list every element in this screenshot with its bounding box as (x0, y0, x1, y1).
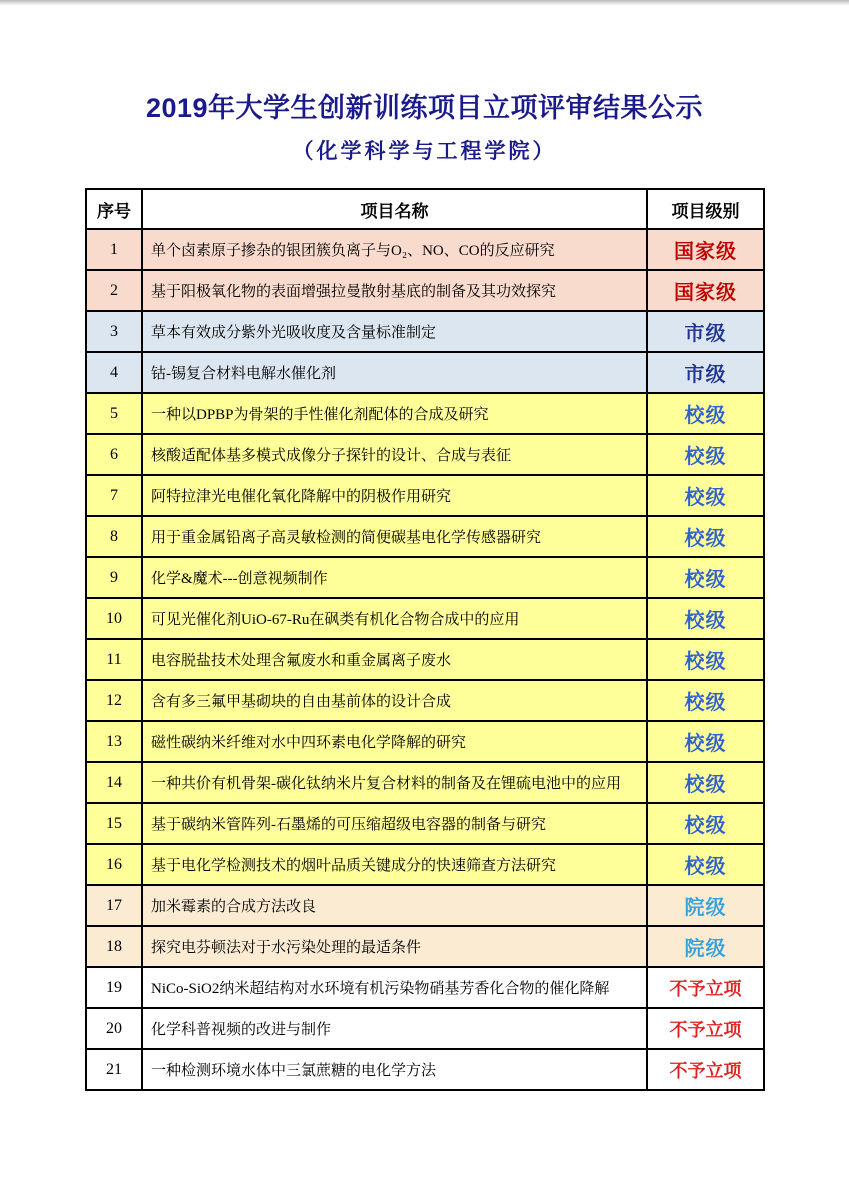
project-level-badge: 院级 (647, 926, 764, 967)
project-level-badge: 不予立项 (647, 1049, 764, 1090)
table-row (86, 516, 764, 557)
project-name: 用于重金属铅离子高灵敏检测的简便碳基电化学传感器研究 (142, 516, 647, 557)
row-index: 4 (86, 352, 142, 393)
table-row (86, 844, 764, 885)
project-name: 电容脱盐技术处理含氟废水和重金属离子废水 (142, 639, 647, 680)
project-level-badge: 校级 (647, 844, 764, 885)
table-row (86, 270, 764, 311)
page-title: 2019年大学生创新训练项目立项评审结果公示 (145, 93, 704, 123)
table-row (86, 803, 764, 844)
row-index: 7 (86, 475, 142, 516)
project-name: 一种检测环境水体中三氯蔗糖的电化学方法 (142, 1049, 647, 1090)
row-index: 5 (86, 393, 142, 434)
row-index: 13 (86, 721, 142, 762)
row-index: 14 (86, 762, 142, 803)
project-name: 可见光催化剂UiO-67-Ru在砜类有机化合物合成中的应用 (142, 598, 647, 639)
row-index: 8 (86, 516, 142, 557)
project-level-badge: 校级 (647, 639, 764, 680)
project-name: 化学科普视频的改进与制作 (142, 1008, 647, 1049)
row-index: 6 (86, 434, 142, 475)
table-row (86, 721, 764, 762)
project-name: 单个卤素原子掺杂的银团簇负离子与O₂、NO、CO的反应研究 (142, 229, 647, 270)
table-row (86, 352, 764, 393)
row-index: 9 (86, 557, 142, 598)
row-index: 18 (86, 926, 142, 967)
row-index: 2 (86, 270, 142, 311)
header-index: 序号 (86, 189, 142, 229)
project-name: 钴-锡复合材料电解水催化剂 (142, 352, 647, 393)
table-row (86, 1049, 764, 1090)
row-index: 16 (86, 844, 142, 885)
project-level-badge: 校级 (647, 434, 764, 475)
header-project-name: 项目名称 (142, 189, 647, 229)
project-name: 加米霉素的合成方法改良 (142, 885, 647, 926)
project-level-badge: 国家级 (647, 229, 764, 270)
row-index: 15 (86, 803, 142, 844)
project-name: 磁性碳纳米纤维对水中四环素电化学降解的研究 (142, 721, 647, 762)
table-row (86, 1008, 764, 1049)
project-level-badge: 国家级 (647, 270, 764, 311)
table-row (86, 229, 764, 270)
table-row (86, 393, 764, 434)
table-row (86, 680, 764, 721)
project-name: 基于碳纳米管阵列-石墨烯的可压缩超级电容器的制备与研究 (142, 803, 647, 844)
project-level-badge: 校级 (647, 721, 764, 762)
results-table (85, 188, 765, 1091)
project-name: 基于阳极氧化物的表面增强拉曼散射基底的制备及其功效探究 (142, 270, 647, 311)
project-name: NiCo-SiO2纳米超结构对水环境有机污染物硝基芳香化合物的催化降解 (142, 967, 647, 1008)
table-row (86, 885, 764, 926)
table-row (86, 434, 764, 475)
project-level-badge: 校级 (647, 680, 764, 721)
row-index: 19 (86, 967, 142, 1008)
row-index: 20 (86, 1008, 142, 1049)
row-index: 17 (86, 885, 142, 926)
table-row (86, 311, 764, 352)
header-project-level: 项目级别 (647, 189, 764, 229)
project-level-badge: 校级 (647, 762, 764, 803)
page-subtitle: （化学科学与工程学院） (292, 139, 557, 163)
row-index: 1 (86, 229, 142, 270)
table-row (86, 598, 764, 639)
project-level-badge: 校级 (647, 516, 764, 557)
row-index: 10 (86, 598, 142, 639)
table-header-row (86, 189, 764, 229)
table-row (86, 762, 764, 803)
project-level-badge: 校级 (647, 557, 764, 598)
project-name: 基于电化学检测技术的烟叶品质关键成分的快速筛查方法研究 (142, 844, 647, 885)
table-row (86, 639, 764, 680)
project-name: 一种以DPBP为骨架的手性催化剂配体的合成及研究 (142, 393, 647, 434)
project-name: 核酸适配体基多模式成像分子探针的设计、合成与表征 (142, 434, 647, 475)
project-level-badge: 不予立项 (647, 1008, 764, 1049)
table-row (86, 557, 764, 598)
project-level-badge: 校级 (647, 393, 764, 434)
project-name: 阿特拉津光电催化氧化降解中的阴极作用研究 (142, 475, 647, 516)
project-name: 一种共价有机骨架-碳化钛纳米片复合材料的制备及在锂硫电池中的应用 (142, 762, 647, 803)
project-name: 草本有效成分紫外光吸收度及含量标准制定 (142, 311, 647, 352)
project-level-badge: 市级 (647, 311, 764, 352)
project-level-badge: 不予立项 (647, 967, 764, 1008)
project-level-badge: 院级 (647, 885, 764, 926)
row-index: 3 (86, 311, 142, 352)
project-name: 探究电芬顿法对于水污染处理的最适条件 (142, 926, 647, 967)
project-name: 含有多三氟甲基砌块的自由基前体的设计合成 (142, 680, 647, 721)
table-row (86, 475, 764, 516)
row-index: 11 (86, 639, 142, 680)
project-level-badge: 校级 (647, 475, 764, 516)
row-index: 12 (86, 680, 142, 721)
project-level-badge: 校级 (647, 803, 764, 844)
project-level-badge: 校级 (647, 598, 764, 639)
row-index: 21 (86, 1049, 142, 1090)
table-row (86, 926, 764, 967)
project-name: 化学&魔术---创意视频制作 (142, 557, 647, 598)
project-level-badge: 市级 (647, 352, 764, 393)
table-row (86, 967, 764, 1008)
